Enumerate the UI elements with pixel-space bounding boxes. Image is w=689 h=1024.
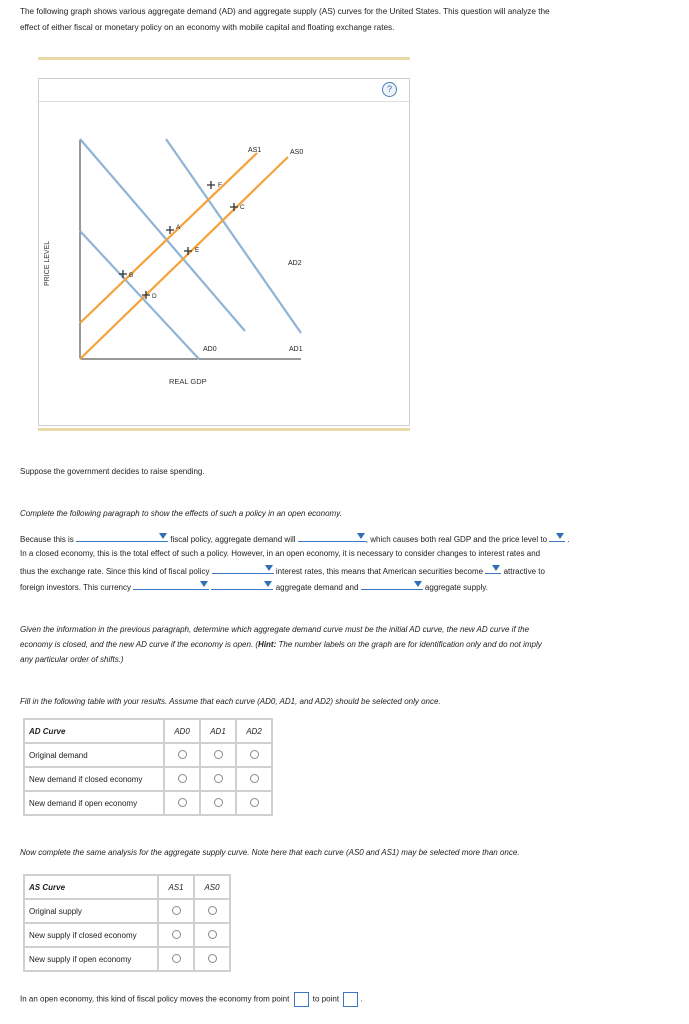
ad-as-graph xyxy=(39,101,409,426)
final-sentence: In an open economy, this kind of fiscal policy moves the economy from point to point . xyxy=(20,992,363,1007)
radio-open-ad1[interactable] xyxy=(214,798,223,807)
radio-closed-as1[interactable] xyxy=(172,930,181,939)
point-e[interactable] xyxy=(184,247,200,255)
as-row-label: Original supply xyxy=(24,899,158,923)
ad2-label: AD2 xyxy=(288,260,302,267)
prompt-complete-paragraph: Complete the following paragraph to show the effects of such a policy in an open economy. xyxy=(20,509,342,518)
top-divider xyxy=(38,57,410,60)
radio-closed-ad0[interactable] xyxy=(178,774,187,783)
table-row xyxy=(24,947,230,971)
radio-closed-as0[interactable] xyxy=(208,930,217,939)
prompt-fill-table: Fill in the following table with your results. Assume that each curve (AD0, AD1, and AD2) should be selected only once. xyxy=(20,697,441,706)
interest-rate-dropdown[interactable] xyxy=(212,564,274,574)
intro-line-1: The following graph shows various aggregate demand (AD) and aggregate supply (AS) curves for the United States. This question will analyze the xyxy=(20,7,550,16)
table-row xyxy=(24,923,230,947)
as-col-as0: AS0 xyxy=(194,875,230,899)
paragraph-line-4: foreign investors. This currency aggregate demand and aggregate supply. xyxy=(20,580,680,594)
point-f[interactable] xyxy=(207,181,222,189)
ad-change-dropdown[interactable] xyxy=(298,532,366,542)
to-point-input[interactable] xyxy=(343,992,358,1007)
help-icon[interactable]: ? xyxy=(382,82,397,97)
table-row xyxy=(24,899,230,923)
radio-original-ad0[interactable] xyxy=(178,750,187,759)
svg-text:E: E xyxy=(195,247,200,254)
ad-row-label: New demand if open economy xyxy=(24,791,164,815)
paragraph-line-3: thus the exchange rate. Since this kind of fiscal policy interest rates, this means that American securities become attractive to xyxy=(20,564,680,578)
as1-label: AS1 xyxy=(248,147,262,154)
radio-original-ad1[interactable] xyxy=(214,750,223,759)
prompt-raise-spending: Suppose the government decides to raise spending. xyxy=(20,467,205,476)
as-effect-dropdown[interactable] xyxy=(361,580,423,590)
radio-open-ad2[interactable] xyxy=(250,798,259,807)
securities-attractiveness-dropdown[interactable] xyxy=(485,564,501,574)
from-point-input[interactable] xyxy=(294,992,309,1007)
svg-text:A: A xyxy=(176,224,181,231)
bottom-divider xyxy=(38,428,410,431)
ad-col-ad0: AD0 xyxy=(164,719,200,743)
table-row xyxy=(24,767,272,791)
ad1-curve[interactable] xyxy=(166,139,304,333)
paragraph-line-1: Because this is fiscal policy, aggregate demand will , which causes both real GDP and the price level to . xyxy=(20,532,670,546)
y-axis-label: PRICE LEVEL xyxy=(44,240,51,286)
ad-col-ad1: AD1 xyxy=(200,719,236,743)
graph-panel xyxy=(38,78,410,426)
svg-text:F: F xyxy=(218,182,222,189)
ad-row-label: Original demand xyxy=(24,743,164,767)
as-row-label: New supply if open economy xyxy=(24,947,158,971)
as-row-label: New supply if closed economy xyxy=(24,923,158,947)
radio-open-as0[interactable] xyxy=(208,954,217,963)
ad-row-label: New demand if closed economy xyxy=(24,767,164,791)
ad-table-header: AD Curve xyxy=(24,719,164,743)
graph-toolbar xyxy=(39,79,409,102)
as0-curve[interactable] xyxy=(80,157,288,359)
svg-text:C: C xyxy=(240,204,245,211)
gdp-price-change-dropdown[interactable] xyxy=(549,532,565,542)
svg-text:D: D xyxy=(152,293,157,300)
prompt-determine-ad: Given the information in the previous paragraph, determine which aggregate demand curve must be the initial AD curve, the new AD curve if the economy is closed, and the new AD curve if the economy is open. (Hint: The number labels on the graph are for identification only and do not imply any particular order of shifts.) xyxy=(20,625,542,664)
ad-col-ad2: AD2 xyxy=(236,719,272,743)
radio-original-ad2[interactable] xyxy=(250,750,259,759)
ad0-curve[interactable] xyxy=(80,139,245,331)
as-col-as1: AS1 xyxy=(158,875,194,899)
ad2-curve[interactable] xyxy=(80,231,199,359)
ad-effect-dropdown[interactable] xyxy=(211,580,273,590)
radio-original-as0[interactable] xyxy=(208,906,217,915)
intro-text xyxy=(20,4,660,36)
radio-open-ad0[interactable] xyxy=(178,798,187,807)
ad1-label: AD1 xyxy=(289,346,303,353)
as-table-header: AS Curve xyxy=(24,875,158,899)
radio-closed-ad1[interactable] xyxy=(214,774,223,783)
as-curve-table xyxy=(23,874,231,972)
radio-open-as1[interactable] xyxy=(172,954,181,963)
ad0-label: AD0 xyxy=(203,346,217,353)
svg-text:B: B xyxy=(129,272,134,279)
as1-curve[interactable] xyxy=(80,153,257,323)
radio-closed-ad2[interactable] xyxy=(250,774,259,783)
policy-type-dropdown[interactable] xyxy=(76,532,168,542)
table-row xyxy=(24,791,272,815)
ad-curve-table xyxy=(23,718,273,816)
currency-change-dropdown[interactable] xyxy=(133,580,209,590)
prompt-as-analysis: Now complete the same analysis for the aggregate supply curve. Note here that each curve (AS0 and AS1) may be selected more than once. xyxy=(20,848,520,857)
x-axis-label: REAL GDP xyxy=(169,377,207,386)
intro-line-2: effect of either fiscal or monetary policy on an economy with mobile capital and floating exchange rates. xyxy=(20,23,395,32)
table-row xyxy=(24,743,272,767)
paragraph-line-2: In a closed economy, this is the total effect of such a policy. However, in an open economy, it is necessary to consider changes to interest rates and xyxy=(20,549,541,558)
as0-label: AS0 xyxy=(290,149,304,156)
radio-original-as1[interactable] xyxy=(172,906,181,915)
